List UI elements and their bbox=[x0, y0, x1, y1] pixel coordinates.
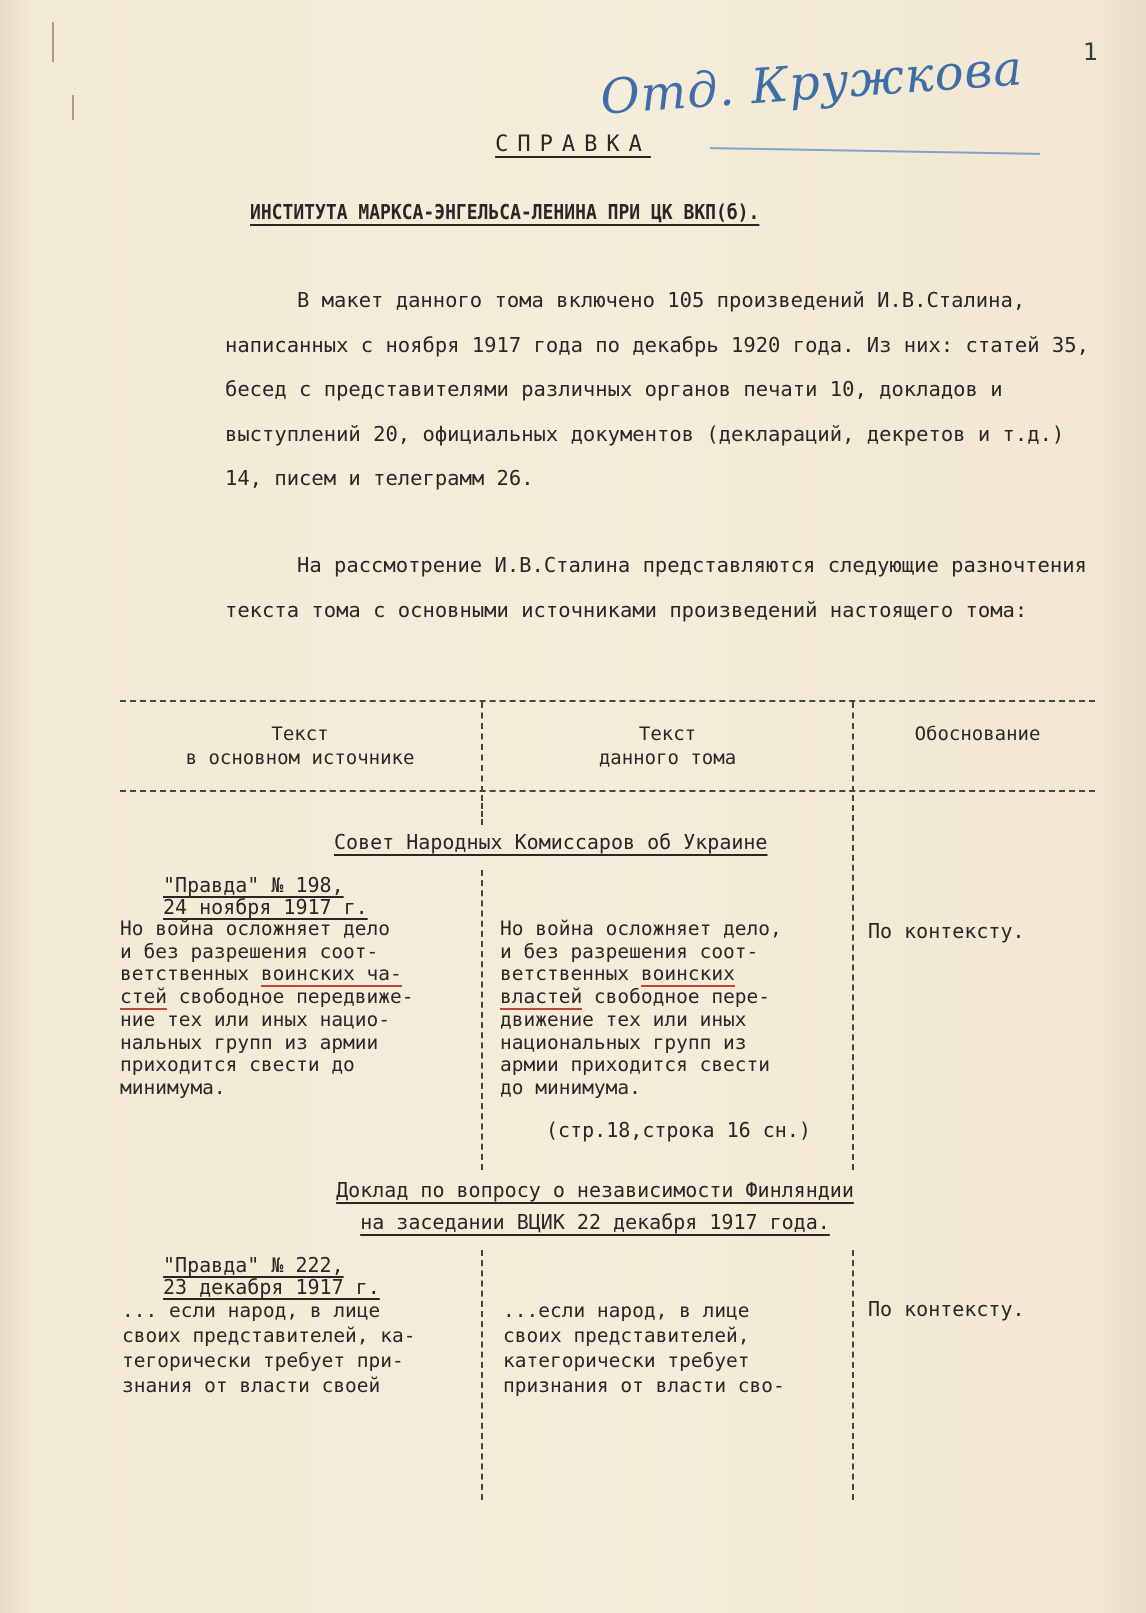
source-citation: "Правда" № 222, 23 декабря 1917 г. bbox=[163, 1253, 380, 1299]
original-text: Но война осложняет дело и без разрешения соот- ветственных воинских ча- стей свободное передвиже- ние тех или иных нацио- нальных групп из армии приходится свести до минимума. bbox=[120, 917, 414, 1099]
request-paragraph: На рассмотрение И.В.Сталина представляются следующие разночтения текста тома с основными источниками произведений настоящего тома: bbox=[225, 553, 1087, 622]
variant-highlight: воинских властей bbox=[500, 962, 735, 1009]
section-title: Совет Народных Комиссаров об Украине bbox=[334, 830, 768, 854]
document-subtitle: ИНСТИТУТА МАРКСА-ЭНГЕЛЬСА-ЛЕНИНА ПРИ ЦК ВКП(б). bbox=[250, 200, 760, 224]
column-header-volume: Текст данного тома bbox=[598, 723, 737, 769]
variant-highlight: воинских ча- стей bbox=[120, 962, 402, 1009]
page-reference: (стр.18,строка 16 сн.) bbox=[546, 1118, 811, 1142]
intro-paragraph: В макет данного тома включено 105 произведений И.В.Сталина, написанных с ноября 1917 года по декабрь 1920 года. Из них: статей 35, бесед с представителями различных органов печати 10, докладов и выступлений 20, официальных документов (деклараций, декретов и т.д.) 14, писем и телеграмм 26. bbox=[225, 288, 1089, 490]
original-text: ... если народ, в лице своих представителей, ка- тегорически требует при- знания от власти своей bbox=[122, 1299, 416, 1397]
volume-text: Но война осложняет дело, и без разрешения соот- ветственных воинских властей свободное пере- движение тех или иных национальных групп из армии приходится свести до минимума. bbox=[500, 917, 782, 1099]
column-divider bbox=[481, 702, 483, 792]
column-divider bbox=[481, 870, 483, 1170]
table-header-rule bbox=[120, 790, 1095, 792]
column-divider bbox=[481, 1250, 483, 1500]
column-header-source: Текст в основном источнике bbox=[185, 723, 415, 769]
volume-text: ...если народ, в лице своих представителей, категорически требует признания от власти сво- bbox=[503, 1299, 785, 1397]
section-title: на заседании ВЦИК 22 декабря 1917 года. bbox=[360, 1210, 830, 1234]
document-title: СПРАВКА bbox=[495, 132, 651, 157]
margin-mark bbox=[72, 95, 74, 120]
source-citation: "Правда" № 198, 24 ноября 1917 г. bbox=[163, 873, 368, 919]
column-divider bbox=[852, 702, 854, 792]
section-title: Доклад по вопросу о независимости Финляндии bbox=[336, 1178, 854, 1202]
column-divider bbox=[852, 795, 854, 1170]
handwritten-note: Отд. Кружкова bbox=[598, 40, 1025, 126]
column-header-reason: Обоснование bbox=[914, 723, 1041, 745]
reason-text: По контексту. bbox=[868, 1297, 1025, 1321]
page-number: 1 bbox=[1083, 38, 1099, 66]
column-divider bbox=[852, 1250, 854, 1500]
reason-text: По контексту. bbox=[868, 919, 1025, 943]
column-divider bbox=[481, 795, 483, 825]
table-top-rule bbox=[120, 700, 1095, 702]
margin-mark bbox=[52, 22, 54, 62]
